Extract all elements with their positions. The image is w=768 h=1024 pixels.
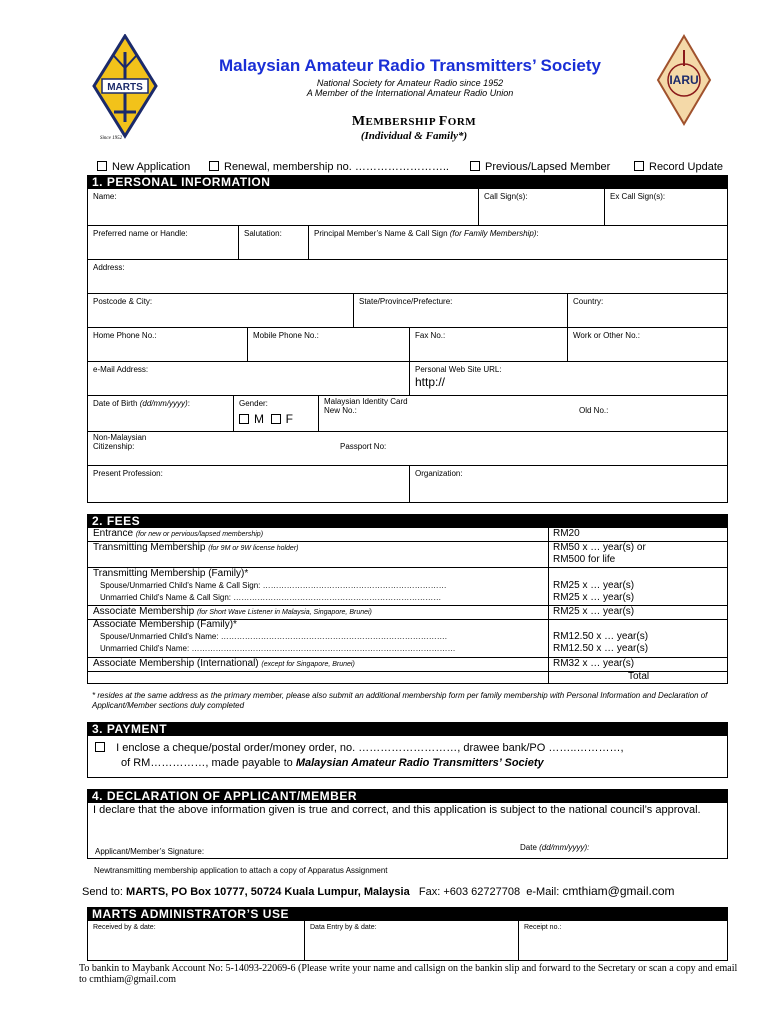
option-previous-label: Previous/Lapsed Member	[485, 161, 611, 173]
option-new-label: New Application	[112, 161, 191, 173]
dob-format: (dd/mm/yyyy)	[139, 399, 188, 408]
form-title	[0, 114, 768, 130]
declaration-date-label: Date	[520, 843, 537, 852]
organization-label: Organization:	[415, 469, 463, 478]
society-title: Malaysian Amateur Radio Transmitters’ Society	[218, 56, 601, 75]
personal-grid	[87, 189, 728, 503]
mic-label: Malaysian Identity Card	[324, 397, 408, 406]
apparatus-note: Newtransmitting membership application to attach a copy of Apparatus Assignment	[94, 866, 388, 875]
salutation-field[interactable]	[238, 226, 308, 259]
principal-note: (for Family Membership)	[449, 229, 537, 238]
declaration-date-field[interactable]	[520, 843, 589, 852]
principal-label: Principal Member’s Name & Call Sign	[314, 229, 448, 238]
send-to-email-label: e-Mail:	[526, 886, 563, 898]
dob-field[interactable]	[88, 396, 233, 431]
organization-field[interactable]	[409, 466, 728, 502]
fee-trans-child-amount: RM25 x … year(s)	[553, 592, 635, 603]
payment-line-1: I enclose a cheque/postal order/money order, no. ………………………, drawee bank/PO ……..…………,	[116, 742, 624, 754]
country-field[interactable]	[567, 294, 728, 327]
payment-checkbox[interactable]	[95, 742, 105, 752]
gender-m-checkbox[interactable]	[239, 414, 249, 424]
signature-field[interactable]	[95, 847, 204, 856]
mic-old-label: Old No.:	[579, 406, 609, 415]
fee-intl-note: (except for Singapore, Brunei)	[261, 661, 355, 668]
salutation-label: Salutation:	[244, 229, 282, 238]
gender-f-checkbox[interactable]	[271, 414, 281, 424]
logo-since: Since 1952	[100, 136, 123, 141]
homephone-label: Home Phone No.:	[93, 331, 157, 340]
website-field[interactable]	[409, 362, 728, 395]
fee-trans-spouse: Spouse/Unmarried Child’s Name & Call Sign: ……………………………………………………………	[100, 581, 447, 590]
excallsign-field[interactable]	[604, 189, 728, 225]
mic-field[interactable]	[318, 396, 728, 431]
work-field[interactable]	[567, 328, 728, 361]
postcode-label: Postcode & City:	[93, 297, 153, 306]
preferred-label: Preferred name or Handle:	[93, 229, 188, 238]
form-subtitle: (Individual & Family*)	[360, 130, 468, 142]
name-field[interactable]	[88, 189, 478, 225]
fees-table	[87, 528, 728, 684]
country-label: Country:	[573, 297, 604, 306]
section-payment-heading: 3. PAYMENT	[87, 722, 728, 736]
fee-associate	[93, 606, 372, 617]
fee-transmitting-note: (for 9M or 9W license holder)	[208, 545, 299, 552]
email-label: e-Mail Address:	[93, 365, 149, 374]
dataentry-label: Data Entry by & date:	[310, 924, 377, 931]
profession-field[interactable]	[88, 466, 409, 502]
excallsign-label: Ex Call Sign(s):	[610, 192, 666, 201]
callsign-label: Call Sign(s):	[484, 192, 528, 201]
fee-trans-child: Unmarried Child’s Name & Call Sign: ……………………………………………………………………	[100, 593, 442, 602]
website-value: http://	[415, 375, 446, 389]
nonmy-label-1: Non-Malaysian	[93, 433, 147, 442]
fee-assoc-child-amount: RM12.50 x … year(s)	[553, 643, 649, 654]
checkbox-new[interactable]	[97, 161, 107, 171]
received-field[interactable]	[88, 921, 304, 960]
fee-assoc-spouse-amount: RM12.50 x … year(s)	[553, 631, 649, 642]
send-to-fax: Fax: +603 62727708	[418, 886, 521, 898]
section-personal-heading: 1. PERSONAL INFORMATION	[87, 175, 728, 189]
fee-intl-label: Associate Membership (International)	[93, 658, 259, 669]
fee-assoc-family: Associate Membership (Family)*	[93, 619, 237, 630]
form-title-b: ORM	[447, 116, 477, 128]
fee-total-label: Total	[628, 671, 650, 682]
principal-colon: :	[536, 229, 539, 238]
fee-associate-label: Associate Membership	[93, 606, 195, 617]
passport-label: Passport No:	[340, 442, 387, 451]
fee-associate-amount: RM25 x … year(s)	[553, 606, 635, 617]
option-record-label: Record Update	[649, 161, 723, 173]
dataentry-field[interactable]	[304, 921, 518, 960]
form-title-cap2: F	[438, 114, 448, 129]
gender-m-label: M	[254, 412, 264, 426]
gender-label: Gender:	[239, 399, 268, 408]
state-label: State/Province/Prefecture:	[359, 297, 453, 306]
email-field[interactable]	[88, 362, 409, 395]
marts-logo-text: MARTS	[107, 82, 143, 93]
nonmy-label-2: Citizenship:	[93, 442, 135, 451]
fee-transmitting-amount-2: RM500 for life	[553, 554, 616, 565]
payment-box	[87, 736, 728, 778]
signature-label: Applicant/Member’s Signature:	[95, 847, 205, 856]
checkbox-record[interactable]	[634, 161, 644, 171]
citizenship-field[interactable]	[88, 432, 728, 465]
payment-payee: Malaysian Amateur Radio Transmitters’ Society	[295, 757, 544, 769]
fee-transmitting	[93, 542, 299, 553]
mobile-label: Mobile Phone No.:	[253, 331, 319, 340]
section-declaration-heading: 4. DECLARATION OF APPLICANT/MEMBER	[87, 789, 728, 803]
iaru-logo-text: IARU	[669, 73, 699, 87]
declaration-box	[87, 803, 728, 859]
option-new[interactable]	[97, 161, 190, 173]
send-to-label: Send to:	[82, 886, 127, 898]
mobile-field[interactable]	[247, 328, 409, 361]
fee-entrance-amount: RM20	[553, 528, 580, 539]
state-field[interactable]	[353, 294, 567, 327]
option-record[interactable]	[634, 161, 723, 173]
declaration-text: I declare that the above information given is true and correct, and this application is subject to the national council’s approval.	[93, 804, 701, 816]
dob-colon: :	[187, 399, 190, 408]
payment-line-2a: of RM……………, made payable to	[121, 757, 296, 769]
admin-box	[87, 921, 728, 961]
option-previous[interactable]	[470, 161, 610, 173]
receipt-label: Receipt no.:	[524, 924, 562, 931]
fee-entrance-label: Entrance	[93, 528, 134, 539]
name-label: Name:	[93, 192, 117, 201]
fee-entrance	[93, 528, 263, 539]
received-label: Received by & date:	[93, 924, 156, 931]
fee-associate-note: (for Short Wave Listener in Malaysia, Singapore, Brunei)	[196, 609, 372, 616]
section-fees-heading: 2. FEES	[87, 514, 728, 528]
gender-field	[233, 396, 318, 431]
section-admin-heading: MARTS ADMINISTRATOR’S USE	[87, 907, 728, 921]
fax-label: Fax No.:	[415, 331, 446, 340]
society-subtitle-1: National Society for Amateur Radio since 1952	[316, 78, 504, 88]
fee-trans-spouse-amount: RM25 x … year(s)	[553, 580, 635, 591]
option-renewal[interactable]	[209, 161, 449, 173]
fee-intl-amount: RM32 x … year(s)	[553, 658, 635, 669]
checkbox-renewal[interactable]	[209, 161, 219, 171]
family-note: * resides at the same address as the primary member, please also submit an additional membership form per family membership with Personal Information and Declaration of Applicant/Member sections duly completed	[92, 691, 708, 710]
form-title-a: EMBERSHIP	[365, 116, 439, 128]
work-label: Work or Other No.:	[573, 331, 640, 340]
address-field[interactable]	[88, 260, 728, 293]
checkbox-previous[interactable]	[470, 161, 480, 171]
website-label: Personal Web Site URL:	[415, 365, 502, 374]
send-to-email[interactable]: cmthiam@gmail.com	[562, 884, 675, 898]
profession-label: Present Profession:	[93, 469, 163, 478]
option-renewal-label: Renewal, membership no. ……………………..	[224, 161, 449, 173]
callsign-field[interactable]	[478, 189, 604, 225]
send-to-address: MARTS, PO Box 10777, 50724 Kuala Lumpur, Malaysia	[126, 886, 410, 898]
fax-field[interactable]	[409, 328, 567, 361]
homephone-field[interactable]	[88, 328, 247, 361]
society-subtitle-2: A Member of the International Amateur Radio Union	[306, 88, 514, 98]
dob-label: Date of Birth	[93, 399, 138, 408]
fee-assoc-child: Unmarried Child’s Name: ………………………………………………………………………………………	[100, 644, 456, 653]
address-label: Address:	[93, 263, 125, 272]
form-title-cap: M	[351, 114, 366, 129]
fee-transmitting-label: Transmitting Membership	[93, 542, 206, 553]
gender-f-label: F	[285, 412, 294, 426]
postcode-field[interactable]	[88, 294, 353, 327]
declaration-date-format: (dd/mm/yyyy):	[539, 843, 590, 852]
mic-new-label: New No.:	[324, 406, 357, 415]
fee-trans-family: Transmitting Membership (Family)*	[93, 568, 249, 579]
bankin-footer: To bankin to Maybank Account No: 5-14093-22069-6 (Please write your name and callsign on the bankin slip and forward to the Secretary or scan a copy and email to cmthiam@gmail.com	[79, 963, 738, 985]
preferred-field[interactable]	[88, 226, 238, 259]
fee-entrance-note: (for new or pervious/lapsed membership)	[135, 531, 264, 538]
send-to-line	[82, 884, 675, 898]
principal-field[interactable]	[308, 226, 728, 259]
receipt-field[interactable]	[518, 921, 728, 960]
fee-assoc-spouse: Spouse/Unmarried Child’s Name: ………………………………………………………………………….	[100, 632, 448, 641]
fee-transmitting-amount-1: RM50 x … year(s) or	[553, 542, 646, 553]
fee-intl	[93, 658, 355, 669]
